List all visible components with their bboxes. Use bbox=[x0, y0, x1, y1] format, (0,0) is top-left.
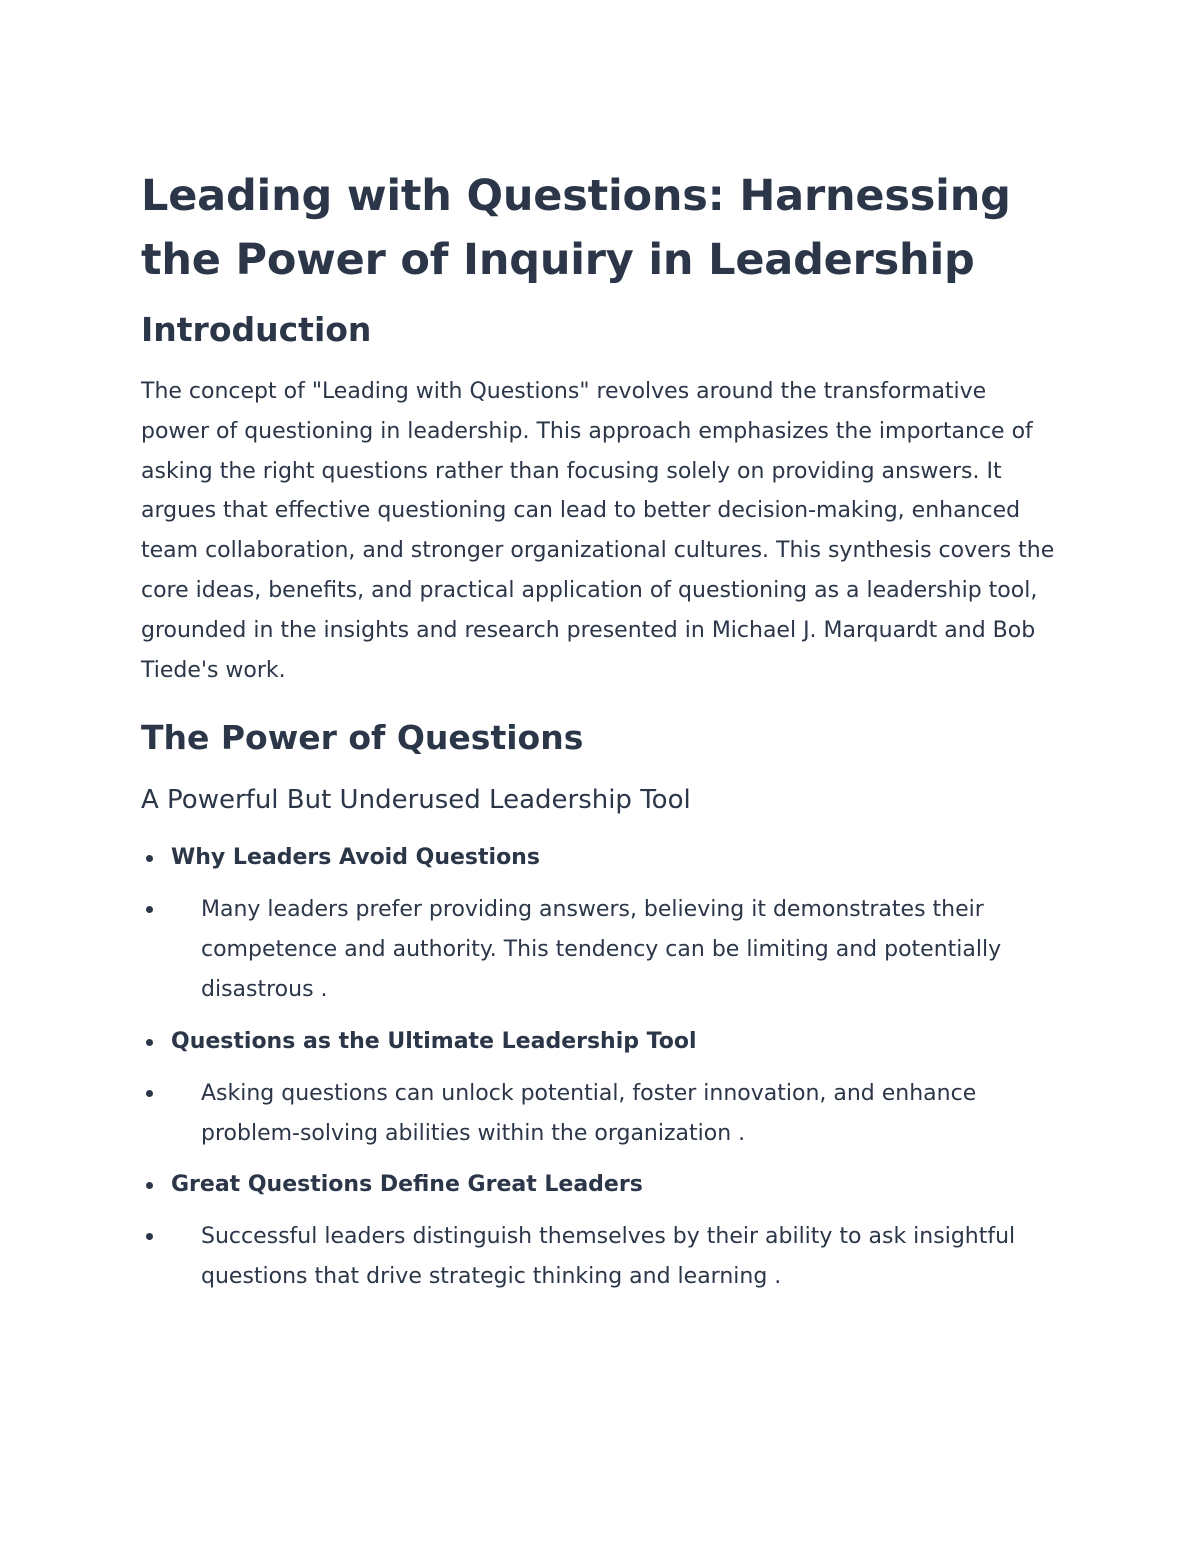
sub-bullet-list bbox=[171, 1074, 1060, 1154]
sub-bullet-item bbox=[171, 890, 1060, 1009]
sub-bullet-dot-icon bbox=[146, 1233, 153, 1240]
bullet-list bbox=[141, 838, 1060, 1297]
sub-bullet-text: Successful leaders distinguish themselves by their ability to ask insightful questions that drive strategic thinking and learning . bbox=[201, 1224, 1016, 1290]
sub-bullet-item bbox=[171, 1217, 1060, 1297]
sub-bullet-item bbox=[171, 1074, 1060, 1154]
bullet-item bbox=[141, 1165, 1060, 1297]
sub-bullet-text: Asking questions can unlock potential, foster innovation, and enhance problem-solving abilities within the organization . bbox=[201, 1080, 977, 1146]
bullet-title: Great Questions Define Great Leaders bbox=[171, 1172, 643, 1198]
bullet-dot-icon bbox=[146, 1039, 153, 1046]
bullet-dot-icon bbox=[146, 855, 153, 862]
bullet-item bbox=[141, 1022, 1060, 1154]
bullet-item bbox=[141, 838, 1060, 1009]
sub-bullet-dot-icon bbox=[146, 906, 153, 913]
underused-tool-subheading: A Powerful But Underused Leadership Tool bbox=[141, 785, 691, 816]
introduction-heading: Introduction bbox=[141, 310, 372, 349]
bullet-dot-icon bbox=[146, 1182, 153, 1189]
sub-bullet-text: Many leaders prefer providing answers, believing it demonstrates their competence and authority. This tendency can be limiting and potentially disastrous . bbox=[201, 897, 1002, 1002]
bullet-title: Why Leaders Avoid Questions bbox=[171, 845, 540, 871]
bullet-title: Questions as the Ultimate Leadership Tool bbox=[171, 1028, 697, 1054]
sub-bullet-list bbox=[171, 1217, 1060, 1297]
sub-bullet-dot-icon bbox=[146, 1090, 153, 1097]
document-title: Leading with Questions: Harnessing the Power of Inquiry in Leadership bbox=[141, 171, 1011, 285]
power-of-questions-heading: The Power of Questions bbox=[141, 718, 584, 758]
sub-bullet-list bbox=[171, 890, 1060, 1009]
introduction-paragraph: The concept of "Leading with Questions" revolves around the transformative power of questioning in leadership. This approach emphasizes the importance of asking the right questions rather than focusing solely on providing answers. It argues that effective questioning can lead to better decision-making, enhanced team collaboration, and stronger organizational cultures. This synthesis covers the core ideas, benefits, and practical application of questioning as a leadership tool, grounded in the insights and research presented in Michael J. Marquardt and Bob Tiede's work. bbox=[141, 379, 1055, 683]
